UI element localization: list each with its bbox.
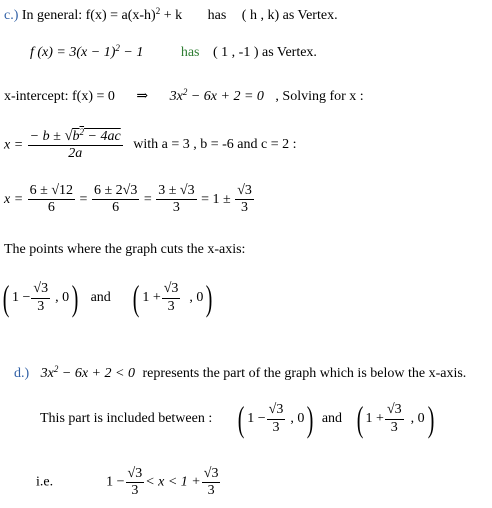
point-2 [142, 281, 203, 314]
formula-x: x = [4, 137, 24, 153]
included-line [40, 401, 437, 437]
solution-x: x = [4, 191, 24, 207]
solution-fraction-4 [235, 183, 254, 216]
represents-text: represents the part of the graph which is below the x-axis. [142, 366, 467, 381]
point-1 [12, 281, 69, 314]
close-paren: ) [206, 278, 213, 318]
final-pre: 1 − [106, 474, 125, 490]
d-p1-den: 3 [272, 419, 280, 435]
d-p2-post: , 0 [410, 411, 425, 427]
general-form [22, 8, 182, 23]
equals-3: = 1 ± [201, 191, 231, 207]
p1-den: 3 [37, 298, 45, 314]
final-fraction-2 [202, 466, 221, 499]
ineq-exp: 2 [53, 364, 59, 374]
formula-denominator: 2a [68, 146, 83, 162]
formula-coefficients: with a = 3 , b = -6 and c = 2 : [133, 137, 297, 153]
close-paren: ) [307, 399, 314, 439]
open-paren: ( [237, 399, 245, 439]
part-d-line [14, 364, 467, 381]
part-c-label: c.) [4, 8, 19, 23]
close-paren: ) [427, 399, 434, 439]
formula-radical-exp: 2 [79, 127, 85, 137]
sol2-num: 6 ± 2√3 [92, 183, 139, 200]
d-p1-fraction [267, 402, 286, 435]
radical-sign: √ [64, 128, 73, 144]
f-lhs: f (x) = 3(x − 1) [30, 45, 116, 60]
final-interval-line [36, 466, 221, 499]
ineq-lhs: 3x [40, 366, 54, 381]
p1-post: , 0 [55, 290, 70, 306]
d-p2-fraction [385, 402, 404, 435]
part-d-label: d.) [14, 366, 30, 381]
general-form-line [4, 6, 338, 23]
has-text-2: has [180, 45, 200, 60]
sol4-num: √3 [235, 183, 254, 200]
d-point-2 [366, 402, 425, 435]
solution-fraction-1 [28, 183, 75, 216]
sol1-num: 6 ± √12 [28, 183, 75, 200]
p2-den: 3 [167, 298, 175, 314]
equals-2: = [143, 191, 152, 207]
equals-1: = [79, 191, 88, 207]
final-den2: 3 [207, 483, 215, 499]
x-intercept-line [4, 87, 364, 104]
sol4-den: 3 [241, 200, 249, 216]
vertex-specific: ( 1 , -1 ) as Vertex. [213, 45, 317, 60]
f-exp: 2 [115, 43, 120, 53]
quadratic-formula [28, 128, 123, 162]
p2-post: , 0 [189, 290, 204, 306]
solution-fraction-3 [156, 183, 196, 216]
vertex-general: ( h , k) as Vertex. [241, 8, 338, 23]
formula-numerator [28, 128, 123, 146]
d-and-text: and [321, 411, 343, 426]
d-p2-pre: 1 + [365, 411, 384, 427]
eq-exp: 2 [182, 87, 188, 97]
d-p2-num: √3 [385, 402, 404, 419]
general-prefix: In general: f(x) = a(x-h) [21, 8, 156, 23]
open-paren: ( [2, 278, 10, 318]
general-suffix: + k [160, 8, 183, 23]
d-p1-post: , 0 [290, 411, 305, 427]
final-den1: 3 [131, 483, 139, 499]
open-paren: ( [356, 399, 363, 439]
solving-text: , Solving for x : [275, 89, 364, 104]
ie-text: i.e. [36, 474, 54, 490]
final-fraction-1 [126, 466, 145, 499]
specific-function-line [30, 43, 317, 60]
d-point-1 [247, 402, 304, 435]
f-rhs: − 1 [119, 45, 144, 60]
formula-radical-rest: − 4ac [84, 129, 121, 144]
p2-num: √3 [162, 281, 181, 298]
implies-arrow: ⇒ [136, 89, 149, 104]
close-paren: ) [71, 278, 79, 318]
included-text: This part is included between : [40, 411, 213, 426]
and-text: and [90, 290, 111, 305]
sol3-num: 3 ± √3 [156, 183, 196, 200]
formula-num-prefix: − b ± [29, 129, 65, 144]
formula-radicand [73, 129, 121, 144]
eq-rhs: − 6x + 2 = 0 [187, 89, 264, 104]
eq-lhs: 3x [169, 89, 183, 104]
sol1-den: 6 [47, 200, 55, 216]
formula-radical-b: b [72, 129, 80, 144]
d-p1-num: √3 [267, 402, 286, 419]
inequality [41, 366, 135, 381]
intercept-points-line [0, 280, 215, 316]
d-p1-pre: 1 − [247, 411, 266, 427]
p2-pre: 1 + [142, 290, 161, 306]
p1-num: √3 [31, 281, 50, 298]
quadratic-formula-line [4, 128, 297, 162]
p1-fraction [31, 281, 50, 314]
solutions-line [4, 183, 255, 216]
quadratic-equation [170, 89, 264, 104]
xint-label: x-intercept: f(x) = 0 [4, 89, 115, 104]
p1-pre: 1 − [12, 290, 31, 306]
final-mid: < x < 1 + [145, 474, 201, 490]
points-text: The points where the graph cuts the x-axis: [4, 242, 246, 257]
sol3-den: 3 [172, 200, 180, 216]
ineq-rhs: − 6x + 2 < 0 [58, 366, 135, 381]
solution-fraction-2 [92, 183, 139, 216]
final-num1: √3 [126, 466, 145, 483]
d-p2-den: 3 [390, 419, 398, 435]
p2-fraction [162, 281, 181, 314]
general-exp: 2 [155, 6, 161, 16]
sol2-den: 6 [112, 200, 120, 216]
open-paren: ( [133, 278, 140, 318]
f-function [30, 45, 143, 60]
has-text: has [207, 8, 227, 23]
final-num2: √3 [202, 466, 221, 483]
